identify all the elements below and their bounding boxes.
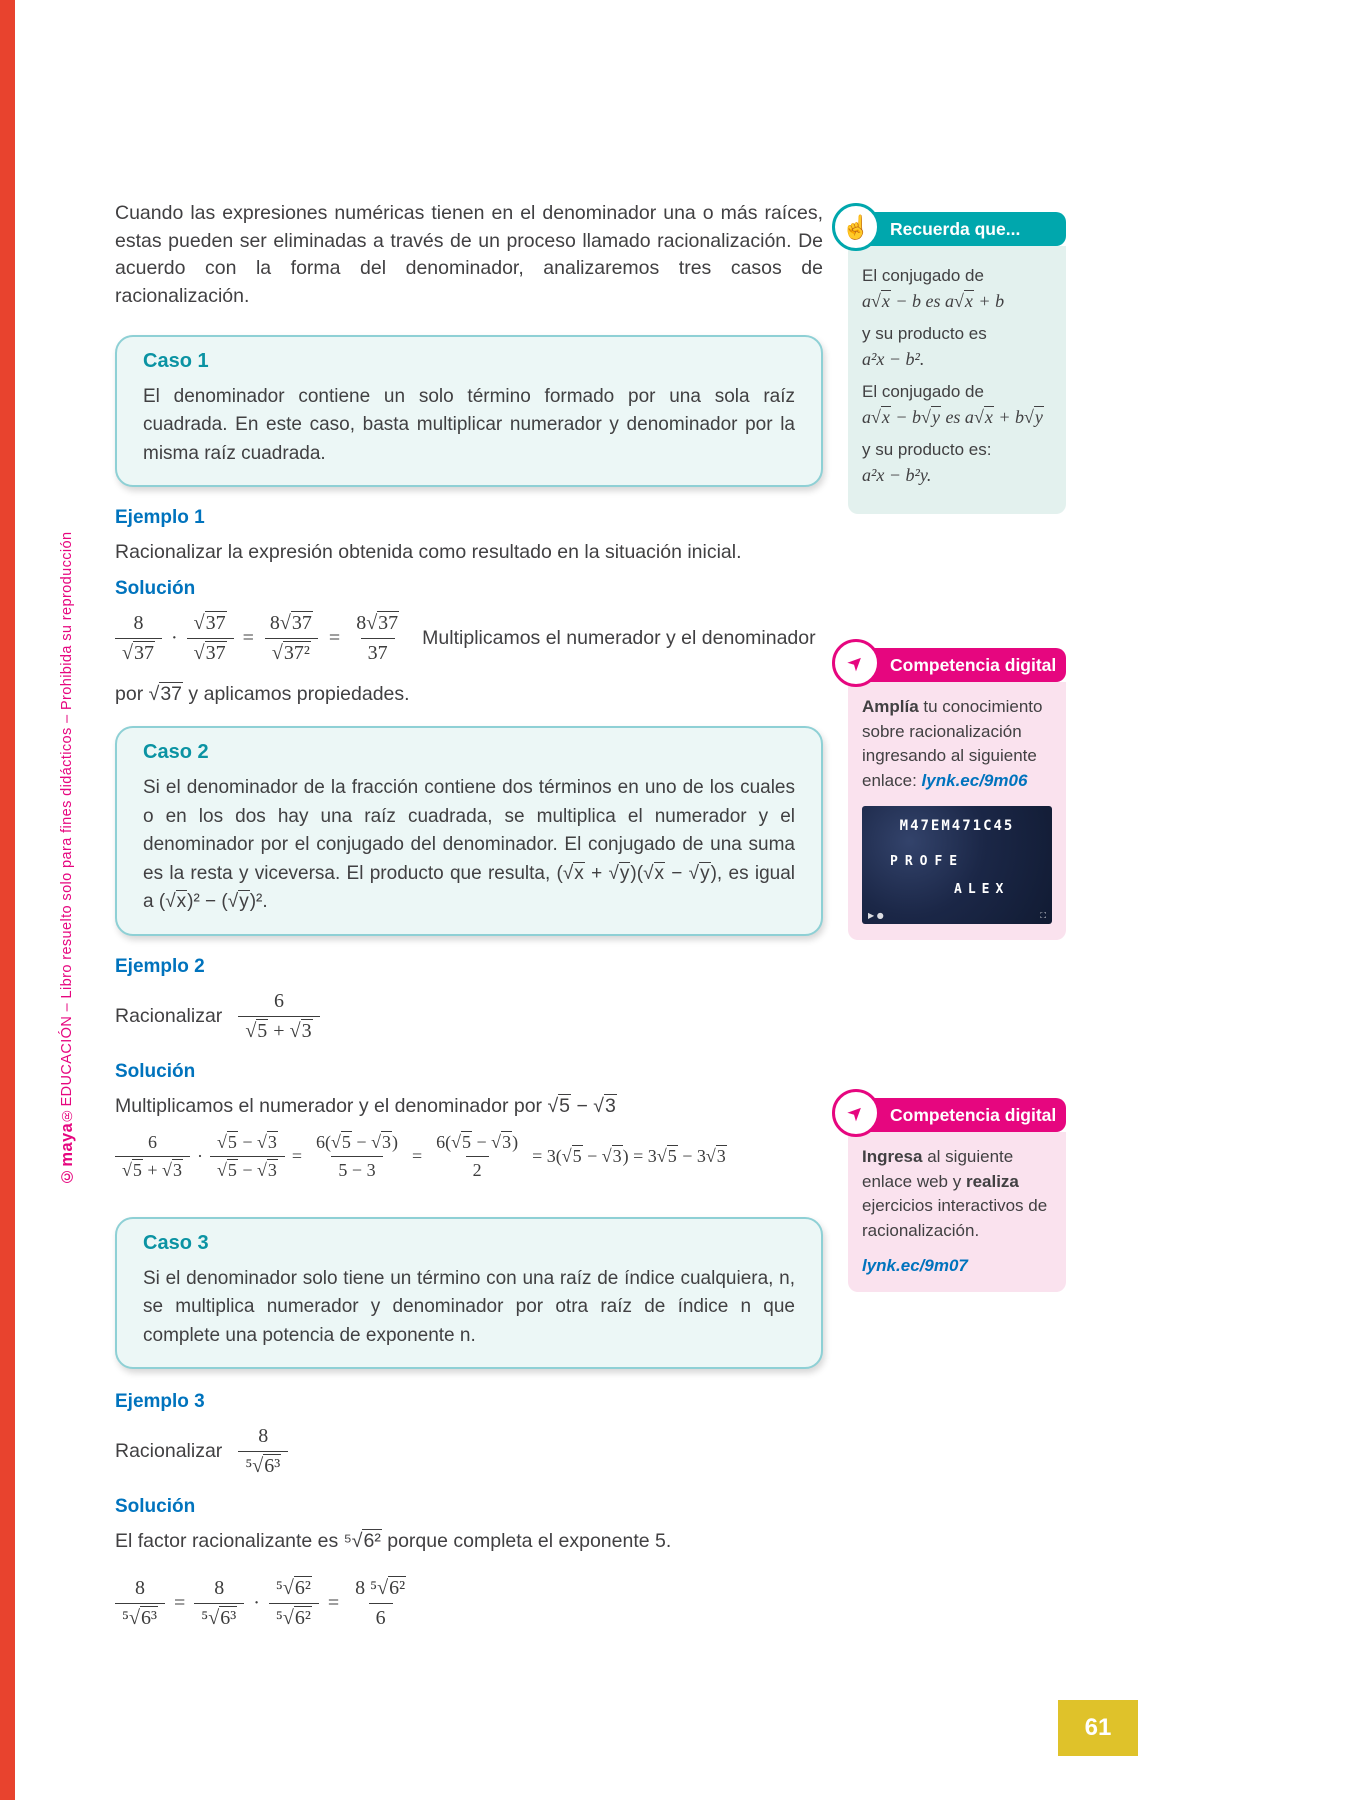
ejemplo1-after-line: por √37 y aplicamos propiedades. [115, 683, 410, 706]
competencia2-bold2: realiza [965, 1171, 1019, 1191]
competencia1-lead: Amplía [862, 697, 919, 716]
video-title-line1: M47EM471C45 [899, 817, 1015, 834]
competencia2-body1: al siguiente enlace web y [862, 1147, 1014, 1191]
ejemplo3-statement-label: Racionalizar [115, 1440, 223, 1463]
recuerda-text-line: y su producto es: [862, 440, 992, 459]
recuerda-banner [841, 212, 1066, 246]
recuerda-math-line: a√x − b√y es a√x + b√y [862, 407, 1043, 427]
video-title-line3: ALEX [954, 881, 1010, 897]
caso1-body: El denominador contiene un solo término formado por una sola raíz cuadrada. En este caso, basta multiplicar numerador y denominador por la misma raíz cuadrada. [143, 385, 795, 464]
math-token: = [173, 1592, 186, 1615]
fraction: $\frac{8}{\text{⁵√6³}}$ [194, 1577, 244, 1630]
publisher-logo: ©maya [58, 1122, 76, 1185]
fraction: $\frac{6}{√5 + √3}$ [115, 1132, 190, 1181]
caso3-body: Si el denominador solo tiene un término con una raíz de índice cualquiera, n, se multiplica numerador y denominador por otra raíz de índice n que complete una potencia de exponente n. [143, 1267, 795, 1346]
video-title-line2: PROFE [890, 853, 965, 869]
recuerda-title: Recuerda que... [890, 218, 1021, 239]
ejemplo2-target-row [115, 990, 823, 1043]
ejemplo1-formula [115, 612, 406, 665]
math-token: · [170, 627, 178, 650]
math-token: = [328, 627, 341, 650]
fraction: $\frac{6(√5 - √3)}{5 - 3}$ [316, 1131, 398, 1180]
competencia1-paragraph [862, 695, 1052, 794]
main-column [115, 200, 823, 1630]
ejemplo3-heading: Ejemplo 3 [115, 1391, 205, 1413]
competencia2-lead: Ingresa [862, 1147, 923, 1166]
intro-paragraph: Cuando las expresiones numéricas tienen en el denominador una o más raíces, estas pueden ser eliminadas a través de un proceso llamado racionalización. De acuerdo con la forma del denominador, analizaremos tres casos de racionalización. [115, 202, 823, 308]
ejemplo2-formula [115, 1132, 727, 1181]
caso1-title: Caso 1 [143, 349, 209, 372]
fraction: $\frac{6}{√5 + √3}$ [238, 990, 319, 1043]
math-token: = [327, 1592, 340, 1615]
ejemplo2-statement-label: Racionalizar [115, 1004, 223, 1027]
cursor-icon: ➤ [832, 639, 880, 687]
caso2-title: Caso 2 [143, 741, 209, 764]
fraction: $\frac{8√37}{\text{√37²}}$ [263, 612, 320, 665]
math-token: = [291, 1145, 303, 1166]
competencia1-body: tu conocimiento sobre racionalización ingresando al siguiente enlace: [862, 697, 1043, 790]
ejemplo2-target-formula [238, 990, 319, 1043]
recuerda-math-line: a²x − b²y. [862, 465, 932, 485]
fraction: $\frac{6(√5 - √3)}{2}$ [436, 1131, 519, 1180]
caso3-title: Caso 3 [143, 1231, 209, 1254]
recuerda-text-line: El conjugado de [862, 266, 984, 285]
competencia1-title: Competencia digital [890, 654, 1057, 675]
ejemplo1-solucion-heading: Solución [115, 578, 196, 600]
fraction: $\frac{8√37}{37}$ [356, 612, 399, 665]
ejemplo1-statement: Racionalizar la expresión obtenida como resultado en la situación inicial. [115, 541, 742, 564]
ejemplo3-formula [115, 1577, 413, 1630]
recuerda-block [841, 212, 1066, 514]
ejemplo3-solucion-heading: Solución [115, 1496, 196, 1518]
fraction: $\frac{√37}{√37}$ [187, 612, 234, 665]
math-token: · [253, 1592, 260, 1615]
recuerda-math-line: a√x − b es a√x + b [862, 291, 1005, 311]
competencia2-paragraph [862, 1145, 1052, 1244]
ejemplo1-formula-row [115, 612, 823, 665]
competencia1-box [848, 682, 1066, 940]
ejemplo2-solucion-heading: Solución [115, 1060, 196, 1082]
copyright-vertical-text [58, 405, 77, 1185]
fraction: $\frac{8}{\text{⁵√6³}}$ [238, 1425, 288, 1478]
fraction: $\frac{8}{\text{⁵√6³}}$ [115, 1577, 165, 1630]
caso3-box [115, 1217, 823, 1370]
recuerda-math-line: a²x − b². [862, 349, 925, 369]
ejemplo3-target-row [115, 1425, 823, 1478]
caso2-box [115, 726, 823, 936]
cursor-icon: ➤ [832, 1089, 880, 1137]
ejemplo1-formula-note: Multiplicamos el numerador y el denominador [422, 627, 816, 650]
math-token: · [196, 1145, 203, 1166]
ejemplo1-heading: Ejemplo 1 [115, 507, 205, 529]
competencia2-link[interactable]: lynk.ec/9m07 [862, 1255, 968, 1275]
video-player-bar[interactable] [868, 911, 1046, 921]
publisher-suffix: ®EDUCACIÓN [59, 1015, 75, 1123]
competencia2-box [848, 1132, 1066, 1292]
page-number-badge: 61 [1058, 1700, 1138, 1756]
math-token: = 3(√5 − √3) = 3√5 − 3√3 [532, 1145, 726, 1166]
ejemplo3-target-formula [238, 1425, 288, 1478]
ejemplo2-solution-line: Multiplicamos el numerador y el denominador por √5 − √3 [115, 1094, 616, 1117]
ejemplo2-heading: Ejemplo 2 [115, 955, 205, 977]
video-fullscreen-icon[interactable]: ⛶ [1040, 910, 1046, 920]
fraction: $\frac{\text{⁵√6²}}{\text{⁵√6²}}$ [269, 1577, 319, 1630]
recuerda-box [848, 246, 1066, 514]
recuerda-text-line: El conjugado de [862, 382, 984, 401]
video-play-icon[interactable]: ▶ ● [868, 910, 884, 920]
competencia1-link[interactable]: lynk.ec/9m06 [921, 770, 1028, 790]
fraction: $\frac{√5 - √3}{√5 - √3}$ [210, 1132, 285, 1181]
competencia2-body2: ejercicios interactivos de racionalización. [862, 1196, 1048, 1240]
ejemplo3-solution-line: El factor racionalizante es ⁵√6² porque completa el exponente 5. [115, 1530, 672, 1553]
math-token: = [411, 1145, 423, 1166]
fraction: $\frac{\text{8 ⁵√6²}}{6}$ [355, 1577, 406, 1630]
left-red-strip [0, 0, 15, 1800]
competencia1-banner [843, 648, 1066, 682]
competencia2-title: Competencia digital [890, 1104, 1057, 1125]
competencia-digital-2-block [843, 1098, 1066, 1292]
video-thumbnail[interactable] [862, 806, 1052, 924]
caso2-body: Si el denominador de la fracción contiene dos términos en uno de los cuales o en los dos hay una raíz cuadrada, se multiplica el numerador y el denominador por el conjugado del denominador. El conjugado de una suma es la resta y viceversa. El producto que resulta, (√x + √y)(√x − √y), es igual a (√x)² − (√y)². [143, 777, 795, 913]
remember-hand-icon: ☝ [832, 203, 880, 251]
competencia-digital-1-block [843, 648, 1066, 940]
copyright-text: – Libro resuelto solo para fines didácticos – Prohibida su reproducción [59, 531, 75, 1016]
math-token: = [242, 627, 254, 650]
fraction: $\frac{8}{√37}$ [115, 612, 162, 665]
recuerda-text-line: y su producto es [862, 324, 987, 343]
competencia2-banner [843, 1098, 1066, 1132]
caso1-box [115, 335, 823, 488]
